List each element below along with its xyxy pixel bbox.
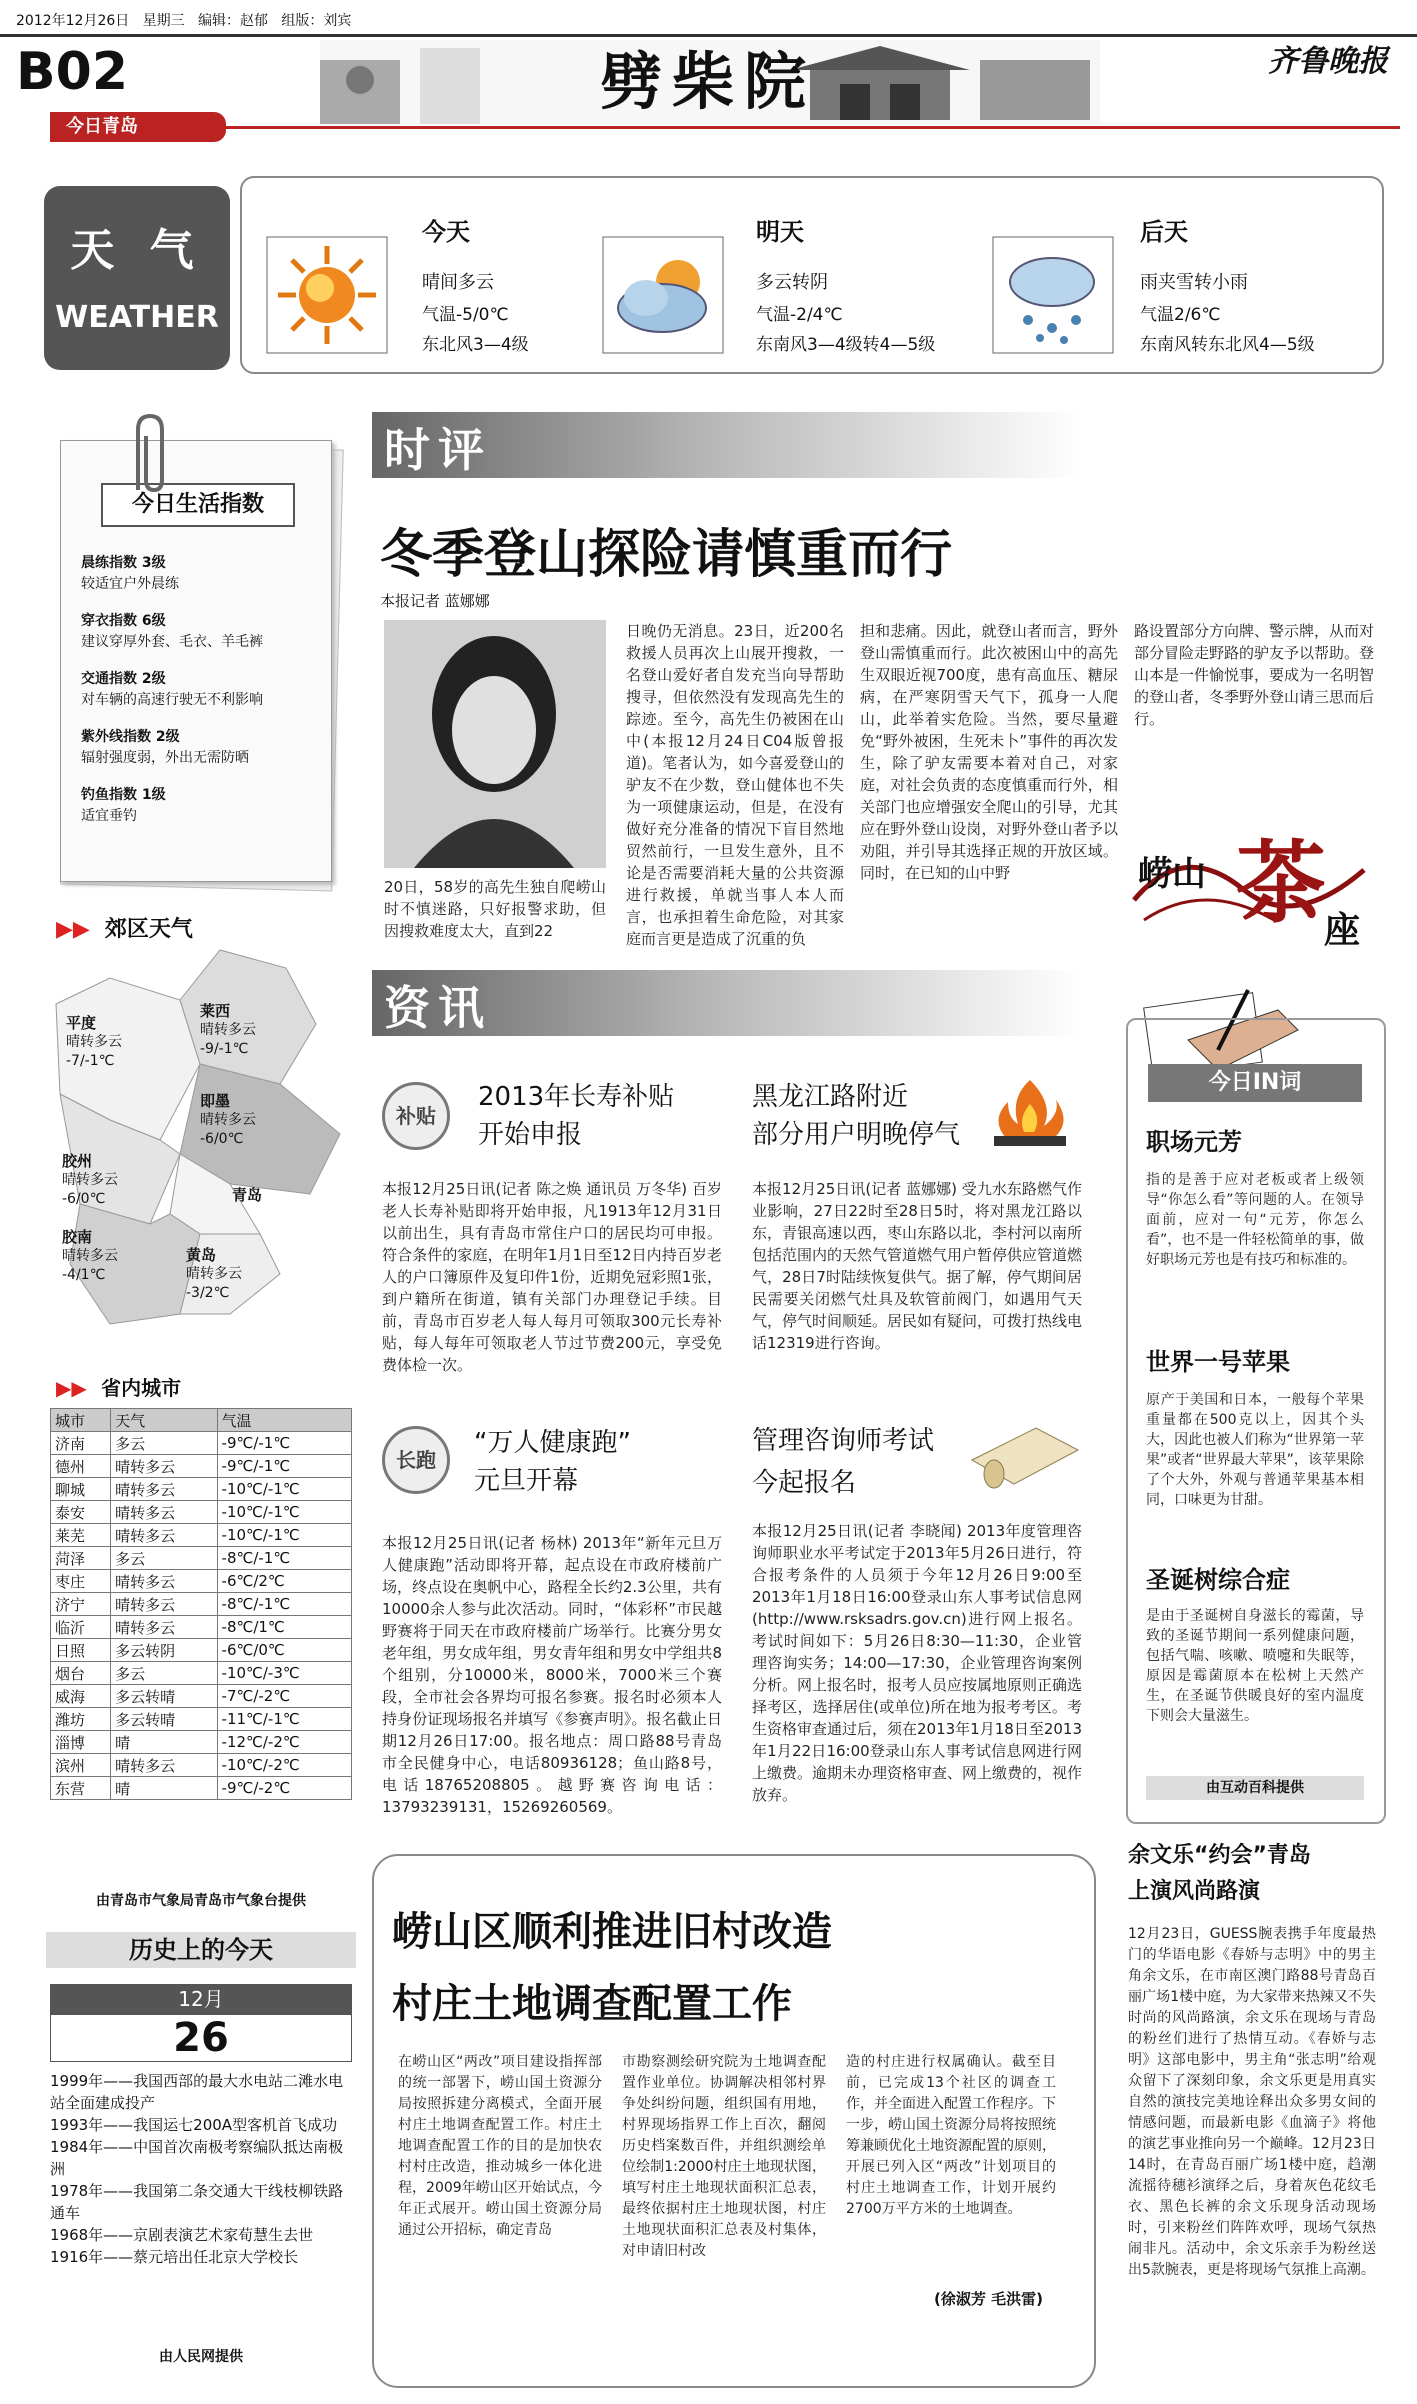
province-header [56, 1372, 181, 1401]
table-row [51, 1662, 352, 1685]
table-row [51, 1547, 352, 1570]
history-event: 1984年——中国首次南极考察编队抵达南极洲 [50, 2138, 344, 2178]
news-a3-title-line: “万人健康跑” [474, 1428, 631, 1458]
table-cell: 烟台 [51, 1662, 111, 1685]
news-a1-title-line: 开始申报 [478, 1120, 583, 1150]
weather-label-en: WEATHER [55, 300, 219, 335]
table-header-cell: 气温 [217, 1409, 351, 1432]
history-event: 1978年——我国第二条交通大干线枝柳铁路通车 [50, 2182, 344, 2222]
suburb-area-temp: -6/0℃ [200, 1131, 244, 1147]
table-cell: 滨州 [51, 1754, 111, 1777]
table-cell: -8℃/-1℃ [217, 1593, 351, 1616]
news-a3-tag: 长跑 [382, 1426, 450, 1494]
banner-title: 劈柴院 [600, 45, 817, 118]
in-words-source: 由互动百科提供 [1146, 1776, 1364, 1800]
commentary-col3: 路设置部分方向牌、警示牌，从而对部分冒险走野路的驴友予以帮助。登山本是一件愉悦事，要成为一名明智的登山者，冬季野外登山请三思而后行。 [1134, 622, 1374, 728]
news-a2-title [752, 1078, 960, 1154]
music-title-line: 余文乐“约会”青岛 [1128, 1843, 1311, 1868]
weather-label-cn: 天 气 [70, 225, 204, 276]
header-rule [0, 34, 1417, 37]
suburb-area-name: 莱西 [200, 1002, 231, 1020]
suburb-pingdu [66, 1014, 122, 1071]
weather-tomorrow-temp: 气温-2/4℃ [756, 305, 843, 325]
table-cell: -10℃/-1℃ [217, 1524, 351, 1547]
tea-badge [1124, 790, 1386, 960]
in-words-term-1: 职场元芳 [1146, 1128, 1242, 1156]
history-source: 由人民网提供 [159, 2349, 243, 2365]
music-title-line: 上演风尚路演 [1128, 1879, 1261, 1904]
table-row [51, 1754, 352, 1777]
double-arrow-icon: ▶▶ [56, 1376, 87, 1400]
weather-today-desc: 晴间多云 [422, 272, 494, 293]
page-number: B02 [16, 42, 128, 102]
laoshan-col3: 造的村庄进行权属确认。截至目前，已完成13个社区的调查工作，并全面进入配置工作程序。下一步，崂山国土资源分局将按照统筹兼顾优化土地资源配置的原则，开展已列入区“两改”计划项目的村庄土地调查工作，计划开展约2700万平方米的土地调查。 [846, 2054, 1056, 2217]
weather-tomorrow-desc: 多云转阴 [756, 272, 828, 293]
weather-today-name: 今天 [422, 218, 470, 246]
table-cell: 泰安 [51, 1501, 111, 1524]
suburb-title: 郊区天气 [104, 917, 193, 942]
news-a4-body: 本报12月25日讯(记者 李晓闻) 2013年度管理咨询师职业水平考试定于2013年5月26日进行，符合报考条件的人员须于今年12月26日9:00至2013年1月18日16:00登录山东人事考试信息网(http://www.rsksadrs.gov.cn)进行网上报名。考试时间如下：5月26日8:30—11:30，企业管理咨询实务；14:00—17:30，企业管理咨询案例分析。网上报名时，报考人员应按属地原则正确选择考区，选择居住(或单位)所在地为报考考区。考生资格审查通过后，须在2013年1月18日至2013年1月22日16:00登录山东人事考试信息网进行网上缴费。逾期未办理资格审查、网上缴费的，视作放弃。 [752, 1522, 1082, 1804]
weather-label-box [44, 186, 230, 370]
table-cell: 多云转晴 [111, 1685, 217, 1708]
news-a4-title-line: 今起报名 [752, 1468, 857, 1498]
history-day: 26 [50, 2014, 352, 2062]
table-header-cell: 城市 [51, 1409, 111, 1432]
table-cell: -8℃/-1℃ [217, 1547, 351, 1570]
table-cell: 晴转多云 [111, 1501, 217, 1524]
table-row [51, 1731, 352, 1754]
sun-icon [266, 236, 388, 354]
life-index-item [81, 669, 325, 711]
table-cell: 枣庄 [51, 1570, 111, 1593]
suburb-area-temp: -7/-1℃ [66, 1053, 115, 1069]
table-cell: -10℃/-2℃ [217, 1754, 351, 1777]
life-index-item [81, 785, 325, 827]
suburb-header [56, 912, 193, 943]
commentary-caption: 20日，58岁的高先生独自爬崂山时不慎迷路，只好报警求助，但因搜救难度太大，直到22 [384, 878, 606, 940]
table-cell: 晴转多云 [111, 1478, 217, 1501]
table-cell: 晴转多云 [111, 1570, 217, 1593]
weather-today-wind: 东北风3—4级 [422, 335, 529, 355]
table-cell: 莱芜 [51, 1524, 111, 1547]
table-cell: 晴转多云 [111, 1455, 217, 1478]
history-event: 1968年——京剧表演艺术家荀慧生去世 [50, 2226, 314, 2244]
news-a1-body: 本报12月25日讯(记者 陈之焕 通讯员 万冬华) 百岁老人长寿补贴即将开始申报，凡1913年12月31日以前出生，具有青岛市常住户口的居民均可申报。符合条件的家庭，在明年1月1日至12日内持百岁老人的户口簿原件及复印件1份，近期免冠彩照1张，到户籍所在街道，镇有关部门办理登记手续。目前，青岛市百岁老人每人每月可领取300元长寿补贴，每人每年可领取老人节过节费200元，享受免费体检一次。 [382, 1180, 722, 1374]
suburb-area-name: 平度 [66, 1014, 97, 1032]
table-row [51, 1639, 352, 1662]
life-index-name: 紫外线指数 2级 [81, 729, 180, 745]
laoshan-title-1: 崂山区顺利推进旧村改造 [392, 1908, 832, 1955]
history-title: 历史上的今天 [46, 1932, 356, 1968]
table-cell: 晴 [111, 1731, 217, 1754]
header-editor: 编辑：赵郁 [197, 13, 268, 29]
life-index-item [81, 611, 325, 653]
life-index-desc: 对车辆的高速行驶无不利影响 [81, 692, 263, 708]
scroll-icon [966, 1420, 1084, 1500]
suburb-area-temp: -3/2℃ [186, 1285, 230, 1301]
tea-label-3: 座 [1324, 909, 1361, 951]
suburb-area-temp: -6/0℃ [62, 1191, 106, 1207]
table-cell: 聊城 [51, 1478, 111, 1501]
tea-label-1: 崂山 [1138, 854, 1206, 894]
suburb-area-desc: 晴转多云 [200, 1022, 256, 1038]
reporter-photo [384, 620, 606, 868]
music-body: 12月23日，GUESS腕表携手年度最热门的华语电影《春娇与志明》中的男主角余文乐，在市南区澳门路88号青岛百丽广场1楼中庭，为大家带来热辣又不失时尚的风尚路演，余文乐在现场与青岛的粉丝们进行了热情互动。《春娇与志明》这部电影中，男主角“张志明”给观众留下了深刻印象，余文乐更是用真实自然的演技完美地诠释出众多男女间的情感问题，而最新电影《血滴子》将他的演艺事业推向另一个巅峰。12月23日14时，在青岛百丽广场1楼中庭，趋潮流摇待穗衫演绎之后，身着灰色花纹毛衣、黑色长裤的余文乐现身活动现场时，引来粉丝们阵阵欢呼，现场气氛热闹非凡。活动中，余文乐亲手为粉丝送出5款腕表，更是将现场气氛推上高潮。 [1128, 1926, 1376, 2278]
table-cell: 晴转多云 [111, 1593, 217, 1616]
table-cell: 济宁 [51, 1593, 111, 1616]
life-index-title: 今日生活指数 [101, 483, 295, 527]
suburb-area-name: 胶州 [62, 1152, 93, 1170]
province-source: 由青岛市气象局青岛市气象台提供 [96, 1893, 306, 1909]
laoshan-credit: (徐淑芳 毛洪雷) [934, 2290, 1043, 2308]
weather-tomorrow-name: 明天 [756, 218, 804, 246]
weather-dayafter-temp: 气温2/6℃ [1140, 305, 1221, 325]
table-cell: 多云 [111, 1432, 217, 1455]
table-cell: 晴 [111, 1777, 217, 1800]
life-index-card [60, 440, 332, 882]
weather-dayafter-desc: 雨夹雪转小雨 [1140, 272, 1248, 293]
table-row [51, 1524, 352, 1547]
suburb-area-desc: 晴转多云 [186, 1266, 242, 1282]
table-cell: -10℃/-1℃ [217, 1478, 351, 1501]
history-event: 1916年——蔡元培出任北京大学校长 [50, 2248, 299, 2266]
suburb-area-temp: -4/1℃ [62, 1267, 106, 1283]
in-words-desc-3: 是由于圣诞树自身滋长的霉菌，导致的圣诞节期间一系列健康问题，包括气喘、咳嗽、喷嚏和失眠等，原因是霉菌原本在松树上天然产生，在圣诞节供暖良好的室内温度下则会大量滋生。 [1146, 1608, 1364, 1724]
laoshan-title-2: 村庄土地调查配置工作 [392, 1980, 792, 2027]
commentary-byline: 本报记者 蓝娜娜 [380, 592, 490, 610]
table-cell: -6℃/0℃ [217, 1639, 351, 1662]
life-index-desc: 建议穿厚外套、毛衣、羊毛裤 [81, 634, 263, 650]
news-a1-tag: 补贴 [382, 1082, 450, 1150]
in-words-term-2: 世界一号苹果 [1146, 1348, 1290, 1376]
news-a4-title [752, 1420, 934, 1504]
news-a2-body: 本报12月25日讯(记者 蓝娜娜) 受九水东路燃气作业影响，27日22时至28日5时，将对黑龙江路以东，青银高速以西，枣山东路以北，李村河以南所包括范围内的天然气管道燃气用户暂停供应管道燃气，28日7时陆续恢复供气。据了解，停气期间居民需要关闭燃气灶具及软管前阀门，如遇用气天气，停气时间顺延。居民如有疑问，可拨打热线电话12319进行咨询。 [752, 1180, 1082, 1352]
news-a3-body: 本报12月25日讯(记者 杨林) 2013年“新年元旦万人健康跑”活动即将开幕，起点设在市政府楼前广场，终点设在奥帆中心，路程全长约2.3公里，共有10000余人参与此次活动。同时，“体彩杯”市民越野赛将于同天在市政府楼前广场举行。比赛分男女老年组，男女成年组，男女青年组和男女中学组共8个组别，分10000米，8000米，7000米三个赛段，全市社会各界均可报名参赛。报名时必须本人持身份证现场报名并填写《参赛声明》。报名截止日期12月26日17:00。报名地点：周口路88号青岛市全民健身中心，电话80936128；鱼山路8号，电话18765208805。越野赛咨询电话：13793239131，15269260569。 [382, 1534, 722, 1816]
table-cell: -7℃/-2℃ [217, 1685, 351, 1708]
news-a4-title-line: 管理咨询师考试 [752, 1426, 935, 1456]
laoshan-col2: 市勘察测绘研究院为土地调查配置作业单位。协调解决相邻村界争处纠纷问题，组织国有用地，村界现场指界工作上百次，翻阅历史档案数百件，并组织测绘单位绘制1:2000村庄土地现状图，填写村庄土地现状面积汇总表，最终依据村庄土地现状图，村庄土地现状面积汇总表及村集体，对申请旧村改 [622, 2054, 826, 2259]
table-cell: 威海 [51, 1685, 111, 1708]
life-index-item [81, 727, 325, 769]
news-a1-title-line: 2013年长寿补贴 [478, 1082, 675, 1112]
suburb-area-name: 黄岛 [186, 1246, 217, 1264]
paperclip-icon [118, 410, 178, 500]
life-index-list [81, 553, 325, 827]
history-events [50, 2070, 350, 2268]
laoshan-col1: 在崂山区“两改”项目建设指挥部的统一部署下，崂山国土资源分局按照拆建分离模式，全面开展村庄土地调查配置工作。村庄土地调查配置工作的目的是加快农村村庄改造，推动城乡一体化进程，2009年崂山区开始试点，今年正式展开。崂山国土资源分局通过公开招标，确定青岛 [398, 2054, 602, 2238]
table-row [51, 1616, 352, 1639]
header-meta [16, 10, 416, 32]
table-cell: 济南 [51, 1432, 111, 1455]
double-arrow-icon: ▶▶ [56, 917, 90, 942]
commentary-headline: 冬季登山探险请慎重而行 [380, 524, 953, 585]
table-cell: 多云转晴 [111, 1708, 217, 1731]
table-cell: 临沂 [51, 1616, 111, 1639]
life-index-name: 交通指数 2级 [81, 671, 166, 687]
table-cell: -8℃/1℃ [217, 1616, 351, 1639]
life-index-name: 晨练指数 3级 [81, 555, 166, 571]
table-cell: 菏泽 [51, 1547, 111, 1570]
table-cell: 晴转多云 [111, 1616, 217, 1639]
commentary-section-title: 时评 [384, 423, 492, 477]
news-a3-title [474, 1424, 631, 1500]
table-cell: 晴转多云 [111, 1524, 217, 1547]
table-row [51, 1455, 352, 1478]
province-table [50, 1408, 352, 1800]
sleet-icon [992, 236, 1114, 354]
table-cell: 东营 [51, 1777, 111, 1800]
table-row [51, 1432, 352, 1455]
commentary-col1: 日晚仍无消息。23日，近200名救援人员再次上山展开搜救，一名登山爱好者自发充当向导帮助搜寻，但依然没有发现高先生的踪迹。至今，高先生仍被困在山中(本报12月24日C04版曾报道)。笔者认为，如今喜爱登山的驴友不在少数，登山健体也不失为一项健康运动，但是，在没有做好充分准备的情况下盲目然地贸然前行，一旦发生意外，且不论是否需要消耗大量的公共资源进行救援，单就当事人本人而言，也承担着生命危险，对其家庭而言更是造成了沉重的负 [626, 622, 844, 948]
in-words-term-3: 圣诞树综合症 [1146, 1566, 1290, 1594]
table-row [51, 1478, 352, 1501]
history-event: 1999年——我国西部的最大水电站二滩水电站全面建成投产 [50, 2072, 344, 2112]
table-cell: -6℃/2℃ [217, 1570, 351, 1593]
weather-dayafter-wind: 东南风转东北风4—5级 [1140, 335, 1315, 355]
table-row [51, 1570, 352, 1593]
suburb-area-desc: 晴转多云 [62, 1172, 118, 1188]
weather-tomorrow-wind: 东南风3—4级转4—5级 [756, 335, 936, 355]
table-cell: -11℃/-1℃ [217, 1708, 351, 1731]
life-index-desc: 较适宜户外晨练 [81, 576, 179, 592]
table-cell: 淄博 [51, 1731, 111, 1754]
life-index-desc: 适宜垂钓 [81, 808, 137, 824]
province-table-header [51, 1409, 352, 1432]
section-tag: 今日青岛 [50, 112, 226, 142]
life-index-name: 穿衣指数 6级 [81, 613, 166, 629]
commentary-col2: 担和悲痛。因此，就登山者而言，野外登山需慎重而行。此次被困山中的高先生双眼近视700度，患有高血压、糖尿病，在严寒阴雪天气下，孤身一人爬山，此举着实危险。当然，要尽量避免“野外被困，生死未卜”事件的再次发生，除了驴友需要本着对自己，对家庭，对社会负责的态度慎重而行外，相关部门也应增强安全爬山的引导，尤其应在野外登山设岗，对野外登山者予以劝阻，并引导其选择正规的开放区域。同时，在已知的山中野 [860, 622, 1118, 882]
table-cell: 潍坊 [51, 1708, 111, 1731]
table-cell: -12℃/-2℃ [217, 1731, 351, 1754]
header-date: 2012年12月26日 [16, 13, 130, 29]
weather-dayafter-name: 后天 [1140, 218, 1188, 246]
table-cell: 多云 [111, 1662, 217, 1685]
table-cell: -9℃/-2℃ [217, 1777, 351, 1800]
suburb-jiaozhou [62, 1152, 118, 1209]
in-words-desc-2: 原产于美国和日本，一般每个苹果重量都在500克以上，因其个头大，因此也被人们称为“世界第一苹果”或者“世界最大苹果”，该苹果除了个大外，外观与普通苹果基本相同，口味更为甘甜。 [1146, 1392, 1364, 1508]
tea-label-2: 茶 [1236, 830, 1326, 936]
suburb-jimo [200, 1092, 256, 1149]
table-cell: -9℃/-1℃ [217, 1455, 351, 1478]
news-a2-title-line: 部分用户明晚停气 [752, 1120, 961, 1150]
history-event: 1993年——我国运七200A型客机首飞成功 [50, 2116, 338, 2134]
table-row [51, 1708, 352, 1731]
in-words-desc-1: 指的是善于应对老板或者上级领导“你怎么看”等问题的人。在领导面前，应对一句“元芳，你怎么看”，也不是一件轻松简单的事，做好职场元芳也是有技巧和标准的。 [1146, 1172, 1364, 1268]
table-cell: -9℃/-1℃ [217, 1432, 351, 1455]
suburb-area-temp: -9/-1℃ [200, 1041, 249, 1057]
weather-today-temp: 气温-5/0℃ [422, 305, 509, 325]
section-rule [215, 126, 1400, 129]
table-header-cell: 天气 [111, 1409, 217, 1432]
suburb-area-desc: 晴转多云 [66, 1034, 122, 1050]
news-a3-title-line: 元旦开幕 [474, 1466, 579, 1496]
life-index-item [81, 553, 325, 595]
province-title: 省内城市 [101, 1376, 182, 1400]
table-cell: -10℃/-3℃ [217, 1662, 351, 1685]
table-cell: 日照 [51, 1639, 111, 1662]
suburb-huangdao [186, 1246, 242, 1303]
gas-flame-icon [984, 1074, 1076, 1154]
in-words-title: 今日IN词 [1148, 1064, 1362, 1102]
news-a1-title [478, 1078, 674, 1154]
header-layout: 组版：刘宾 [281, 13, 352, 29]
suburb-jiaonan [62, 1228, 118, 1285]
table-row [51, 1501, 352, 1524]
suburb-area-name: 胶南 [62, 1228, 93, 1246]
table-cell: 德州 [51, 1455, 111, 1478]
news-a2-title-line: 黑龙江路附近 [752, 1082, 909, 1112]
cloud-sun-icon [602, 236, 724, 354]
life-index-desc: 辐射强度弱，外出无需防晒 [81, 750, 249, 766]
paper-logo: 齐鲁晚报 [1268, 44, 1388, 79]
suburb-laixi [200, 1002, 256, 1059]
table-row [51, 1593, 352, 1616]
table-row [51, 1685, 352, 1708]
table-row [51, 1777, 352, 1800]
suburb-area-name: 即墨 [200, 1092, 231, 1110]
table-cell: 多云 [111, 1547, 217, 1570]
table-cell: -10℃/-1℃ [217, 1501, 351, 1524]
history-month: 12月 [50, 1984, 352, 2014]
header-weekday: 星期三 [142, 13, 185, 29]
table-cell: 晴转多云 [111, 1754, 217, 1777]
suburb-area-desc: 晴转多云 [62, 1248, 118, 1264]
suburb-qingdao: 青岛 [232, 1186, 263, 1204]
suburb-area-desc: 晴转多云 [200, 1112, 256, 1128]
table-cell: 多云转阴 [111, 1639, 217, 1662]
news-section-title: 资讯 [384, 981, 492, 1035]
life-index-name: 钓鱼指数 1级 [81, 787, 166, 803]
music-title [1128, 1838, 1311, 1910]
